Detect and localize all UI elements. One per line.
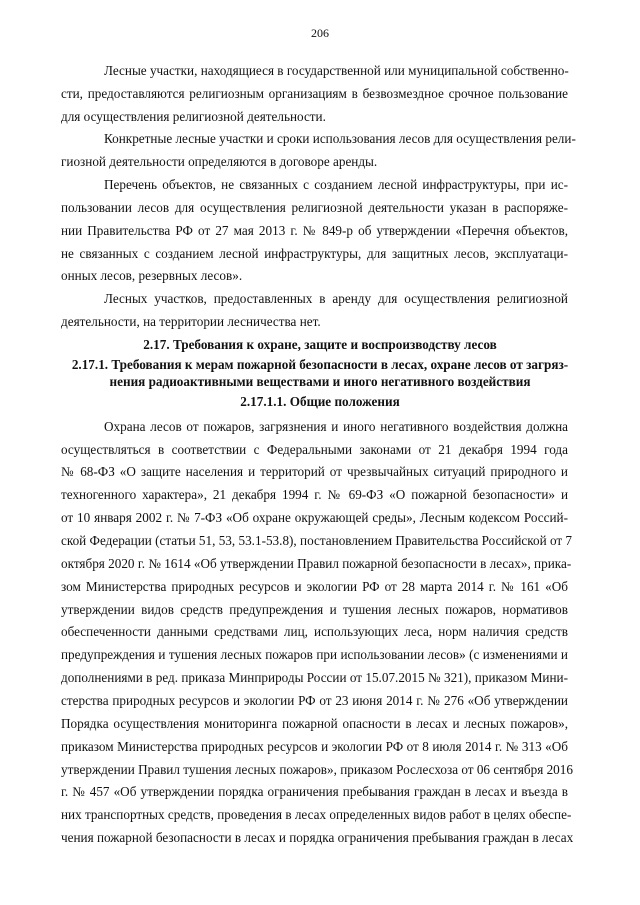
- text-line: онных лесов, резервных лесов».: [61, 268, 243, 283]
- text-line: техногенного характера», 21 декабря 1994 г. № 69-ФЗ «О пожарной безопасности» и: [61, 487, 568, 502]
- text-line: предупреждения и тушения лесных пожаров при использовании лесов» (с изменениями и: [61, 647, 568, 662]
- text-line: обеспеченности данными средствами лиц, использующих леса, норм наличия средств: [61, 624, 568, 639]
- text-line: не связанных с созданием лесной инфраструктуры, для защитных лесов, эксплуатаци-: [61, 246, 568, 261]
- subsection-heading: 2.17.1. Требования к мерам пожарной безопасности в лесах, охране лесов от загряз-: [71, 357, 569, 372]
- text-line: Охрана лесов от пожаров, загрязнения и иного негативного воздействия должна: [104, 419, 568, 434]
- section-heading: 2.17. Требования к охране, защите и воспроизводству лесов: [143, 337, 497, 352]
- text-line: Конкретные лесные участки и сроки использования лесов для осуществления рели-: [104, 131, 576, 146]
- text-line: деятельности, на территории лесничества нет.: [61, 314, 321, 329]
- text-line: г. № 457 «Об утверждении порядка ограничения пребывания граждан в лесах и въезда в: [61, 784, 568, 799]
- text-line: утверждении видов средств предупреждения и тушения лесных пожаров, нормативов: [61, 602, 568, 617]
- text-line: чения пожарной безопасности в лесах и порядка ограничения пребывания граждан в лесах: [61, 830, 574, 845]
- text-line: сти, предоставляются религиозным организациям в безвозмездное срочное пользование: [61, 86, 568, 101]
- text-line: гиозной деятельности определяются в договоре аренды.: [61, 154, 378, 169]
- text-line: ской Федерации (статьи 51, 53, 53.1-53.8), постановлением Правительства Российской от 7: [61, 533, 573, 548]
- text-line: зом Министерства природных ресурсов и экологии РФ от 28 марта 2014 г. № 161 «Об: [61, 579, 568, 594]
- text-line: приказом Министерства природных ресурсов и экологии РФ от 8 июля 2014 г. № 313 «Об: [61, 739, 568, 754]
- text-line: осуществляться в соответствии с Федеральными законами от 21 декабря 1994 года: [61, 442, 568, 457]
- text-line: Лесных участков, предоставленных в аренду для осуществления религиозной: [104, 291, 568, 306]
- subsubsection-heading: 2.17.1.1. Общие положения: [240, 394, 400, 409]
- text-line: утверждении Правил тушения лесных пожаров», приказом Рослесхоза от 06 сентября 2016: [61, 762, 573, 777]
- text-line: Порядка осуществления мониторинга пожарной опасности в лесах и лесных пожаров»,: [61, 716, 568, 731]
- text-line: стерства природных ресурсов и экологии РФ от 23 июня 2014 г. № 276 «Об утверждении: [61, 693, 568, 708]
- text-line: от 10 января 2002 г. № 7-ФЗ «Об охране окружающей среды», Лесным кодексом Россий-: [61, 510, 568, 525]
- text-line: дополнениями в ред. приказа Минприроды России от 15.07.2015 № 321), приказом Мини-: [61, 670, 568, 685]
- text-line: Перечень объектов, не связанных с созданием лесной инфраструктуры, при ис-: [104, 177, 568, 192]
- text-line: Лесные участки, находящиеся в государственной или муниципальной собственно-: [104, 63, 569, 78]
- text-line: для осуществления религиозной деятельности.: [61, 109, 326, 124]
- text-line: октября 2020 г. № 1614 «Об утверждении Правил пожарной безопасности в лесах», прика-: [61, 556, 572, 571]
- text-line: № 68-ФЗ «О защите населения и территорий от чрезвычайных ситуаций природного и: [61, 464, 568, 479]
- page-number: 206: [311, 26, 329, 40]
- subsection-heading: нения радиоактивными веществами и иного негативного воздействия: [109, 374, 531, 389]
- text-line: пользовании лесов для осуществления религиозной деятельности указан в распоряже-: [61, 200, 568, 215]
- text-line: них транспортных средств, проведения в лесах определенных видов работ в целях обеспе-: [61, 807, 572, 822]
- text-line: нии Правительства РФ от 27 мая 2013 г. № 849-р об утверждении «Перечня объектов,: [61, 223, 568, 238]
